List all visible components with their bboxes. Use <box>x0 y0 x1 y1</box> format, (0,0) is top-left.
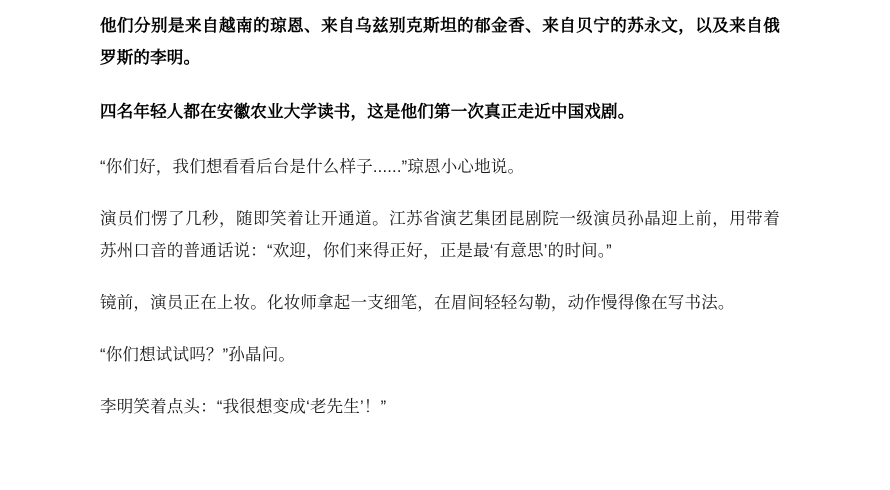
paragraph-quote-backstage: “你们好，我们想看看后台是什么样子......”琼恩小心地说。 <box>100 157 525 176</box>
paragraph-makeup-scene: 镜前，演员正在上妆。化妆师拿起一支细笔，在眉间轻轻勾勒，动作慢得像在写书法。 <box>100 294 735 313</box>
paragraph-university-line: 四名年轻人都在安徽农业大学读书，这是他们第一次真正走近中国戏剧。 <box>100 103 635 122</box>
paragraph-quote-liming: 李明笑着点头：“我很想变成‘老先生’！” <box>100 398 387 417</box>
paragraph-quote-try: “你们想试试吗？”孙晶问。 <box>100 346 296 365</box>
paragraph-intro-names: 他们分别是来自越南的琼恩、来自乌兹别克斯坦的郁金香、来自贝宁的苏永文，以及来自俄罗斯的李明。 <box>100 17 780 68</box>
paragraph-actors-reaction: 演员们愣了几秒，随即笑着让开通道。江苏省演艺集团昆剧院一级演员孙晶迎上前，用带着苏州口音的普通话说：“欢迎，你们来得正好，正是最‘有意思’的时间。” <box>100 209 780 260</box>
